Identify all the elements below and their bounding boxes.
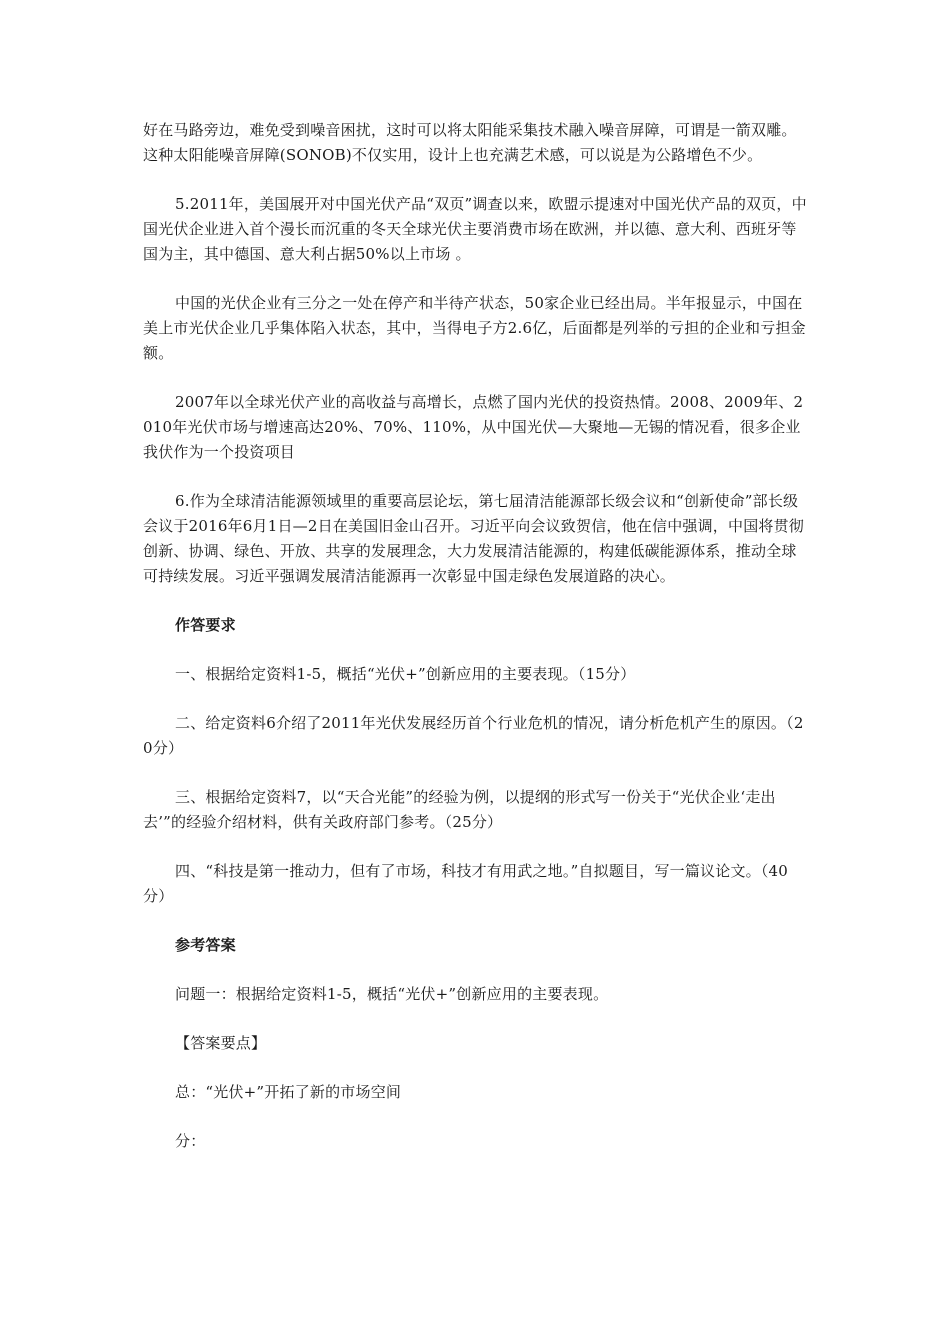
question-4: 四、“科技是第一推动力，但有了市场，科技才有用武之地。”自拟题目，写一篇议论文。（40分） bbox=[143, 862, 789, 905]
requirements-heading: 作答要求 bbox=[175, 616, 236, 634]
material-paragraph-continued: 好在马路旁边，难免受到噪音困扰，这时可以将太阳能采集技术融入噪音屏障，可谓是一箭双雕。这种太阳能噪音屏障(SONOB)不仅实用，设计上也充满艺术感，可以说是为公路增色不少。 bbox=[143, 121, 797, 164]
answer-key-points: 【答案要点】 bbox=[175, 1034, 267, 1052]
question-2: 二、给定资料6介绍了2011年光伏发展经历首个行业危机的情况，请分析危机产生的原因。（20分） bbox=[143, 714, 804, 757]
material-6-paragraph: 6.作为全球清洁能源领域里的重要高层论坛，第七届清洁能源部长级会议和“创新使命”部长级会议于2016年6月1日—2日在美国旧金山召开。习近平向会议致贺信，他在信中强调，中国将贯彻创新、协调、绿色、开放、共享的发展理念，大力发展清洁能源的，构建低碳能源体系，推动全球可持续发展。习近平强调发展清洁能源再一次彰显中国走绿色发展道路的决心。 bbox=[143, 492, 805, 585]
answer-sub: 分： bbox=[175, 1132, 206, 1150]
question-1: 一、根据给定资料1-5，概括“光伏+”创新应用的主要表现。（15分） bbox=[175, 665, 636, 683]
material-5-paragraph: 5.2011年，美国展开对中国光伏产品“双页”调查以来，欧盟示提速对中国光伏产品的双页，中国光伏企业进入首个漫长而沉重的冬天全球光伏主要消费市场在欧洲，并以德、意大利、西班牙等国为主，其中德国、意大利占据50%以上市场 。 bbox=[143, 195, 807, 263]
material-5-paragraph-c: 2007年以全球光伏产业的高收益与高增长，点燃了国内光伏的投资热情。2008、2009年、2010年光伏市场与增速高达20%、70%、110%，从中国光伏—大聚地—无锡的情况看，很多企业我伏作为一个投资项目 bbox=[143, 393, 804, 461]
question-3: 三、根据给定资料7，以“天合光能”的经验为例，以提纲的形式写一份关于“光伏企业‘走出去’”的经验介绍材料，供有关政府部门参考。（25分） bbox=[143, 788, 776, 831]
answer-question-1: 问题一：根据给定资料1-5，概括“光伏+”创新应用的主要表现。 bbox=[175, 985, 609, 1003]
material-5-paragraph-b: 中国的光伏企业有三分之一处在停产和半待产状态，50家企业已经出局。半年报显示，中国在美上市光伏企业几乎集体陷入状态，其中，当得电子方2.6亿，后面都是列举的亏担的企业和亏担金额。 bbox=[143, 294, 806, 362]
answer-total: 总：“光伏+”开拓了新的市场空间 bbox=[175, 1083, 402, 1101]
document-body bbox=[143, 118, 809, 1154]
answers-heading: 参考答案 bbox=[175, 936, 236, 954]
